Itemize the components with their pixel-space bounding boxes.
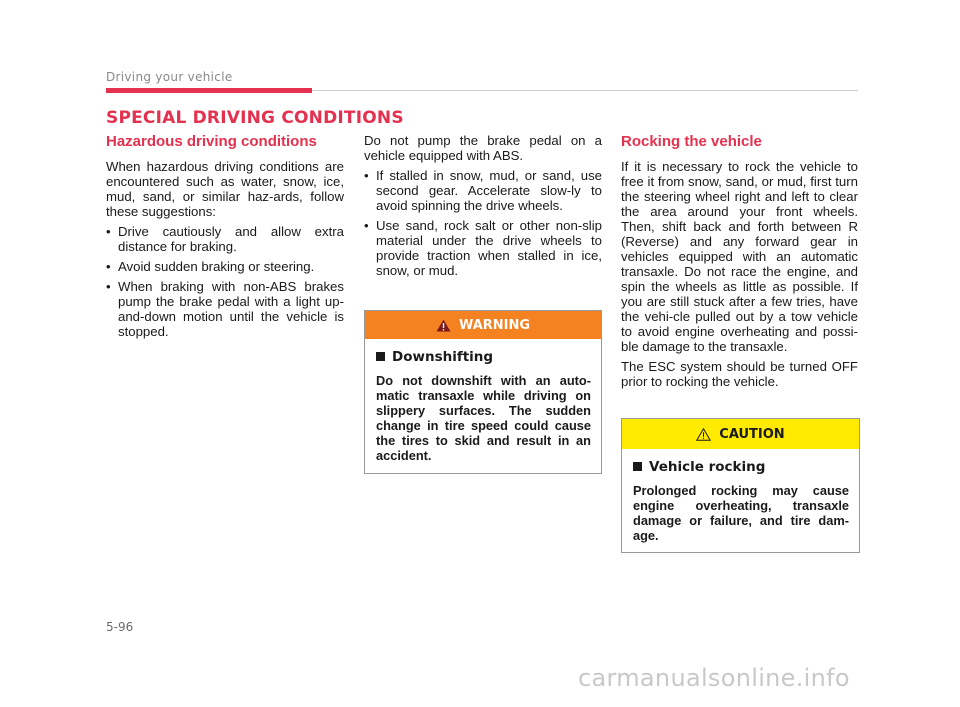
- caution-banner: [622, 419, 859, 449]
- watermark: carmanualsonline.info: [578, 664, 850, 692]
- caution-box: [621, 418, 860, 553]
- list-item: • Drive cautiously and allow extra distance for braking.: [106, 224, 344, 254]
- list-item: • Avoid sudden braking or steering.: [106, 259, 344, 274]
- header-divider: [312, 90, 858, 91]
- list-item: • Use sand, rock salt or other non-slip material under the drive wheels to provide traction when stalled in ice, snow, or mud.: [364, 218, 602, 278]
- abs-list: [364, 168, 602, 278]
- warning-triangle-icon: [436, 319, 451, 332]
- rocking-paragraph-1: If it is necessary to rock the vehicle to free it from snow, sand, or mud, first turn the steering wheel right and left to clear the area around your front wheels. Then, shift back and forth between R (Reverse) and any forward gear in vehicles equipped with an automatic transaxle. Do not race the engine, and spin the wheels as little as possible. If you are still stuck after a few tries, have the vehi-cle pulled out by a tow vehicle to avoid engine overheating and possi-ble damage to the transaxle.: [621, 159, 858, 354]
- caution-subtitle-text: Vehicle rocking: [649, 459, 766, 475]
- column-abs: [364, 133, 602, 283]
- caution-content: [622, 449, 859, 543]
- abs-paragraph: Do not pump the brake pedal on a vehicle equipped with ABS.: [364, 133, 602, 163]
- warning-text: Do not downshift with an auto-matic transaxle while driving on slippery surfaces. The sudden change in tire speed could cause the tires to skid and result in an accident.: [376, 373, 591, 463]
- page-number: 5-96: [106, 620, 134, 634]
- hazardous-intro: When hazardous driving conditions are encountered such as water, snow, ice, mud, sand, or similar haz-ards, follow these suggestions:: [106, 159, 344, 219]
- hazardous-list: [106, 224, 344, 339]
- rocking-paragraph-2: The ESC system should be turned OFF prior to rocking the vehicle.: [621, 359, 858, 389]
- square-bullet-icon: [376, 352, 385, 361]
- caution-label: CAUTION: [719, 426, 785, 442]
- warning-label: WARNING: [458, 317, 531, 333]
- warning-banner: [365, 311, 601, 339]
- page-title: SPECIAL DRIVING CONDITIONS: [106, 108, 404, 128]
- caution-triangle-icon: [696, 428, 711, 441]
- list-item: • If stalled in snow, mud, or sand, use second gear. Accelerate slow-ly to avoid spinning the drive wheels.: [364, 168, 602, 213]
- warning-subtitle-text: Downshifting: [392, 349, 494, 365]
- square-bullet-icon: [633, 462, 642, 471]
- caution-text: Prolonged rocking may cause engine overheating, transaxle damage or failure, and tire dam-age.: [633, 483, 849, 543]
- list-item: • When braking with non-ABS brakes pump the brake pedal with a light up-and-down motion until the vehicle is stopped.: [106, 279, 344, 339]
- warning-subtitle: [376, 349, 591, 365]
- caution-subtitle: [633, 459, 849, 475]
- hazardous-heading: Hazardous driving conditions: [106, 133, 317, 150]
- header-accent-bar: [106, 88, 312, 93]
- warning-content: [365, 339, 601, 463]
- section-label: Driving your vehicle: [106, 70, 233, 84]
- rocking-heading: Rocking the vehicle: [621, 133, 762, 150]
- column-rocking: [621, 133, 858, 394]
- column-hazardous: [106, 133, 344, 344]
- warning-box: [364, 310, 602, 474]
